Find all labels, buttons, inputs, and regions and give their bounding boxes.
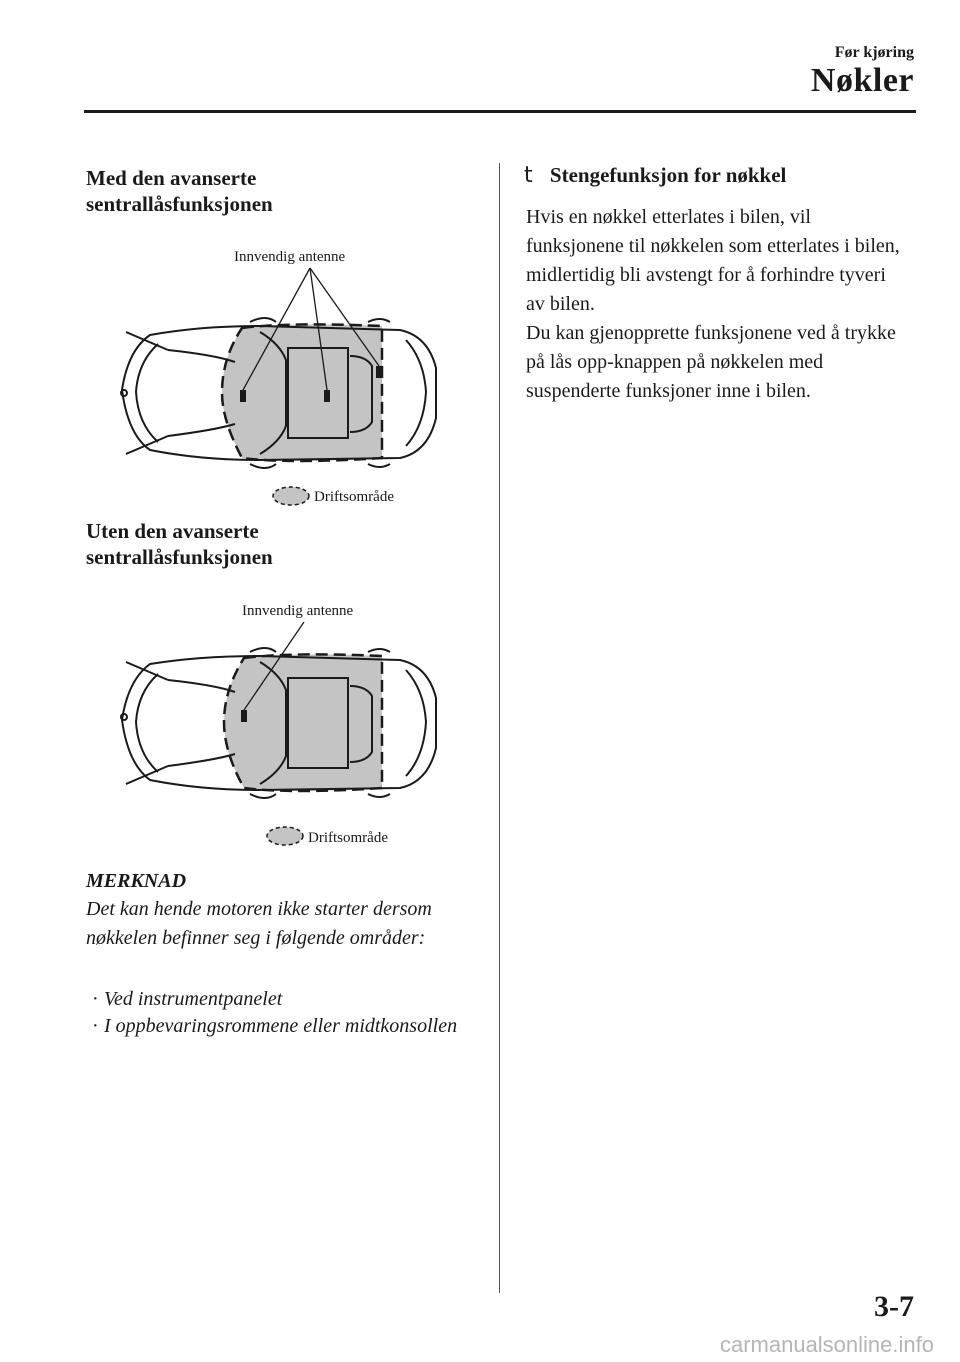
note-bullet <box>92 986 464 1013</box>
note-title: MERKNAD <box>86 870 187 892</box>
antenna-label: Innvendig antenne <box>242 603 354 619</box>
antenna-label: Innvendig antenne <box>234 249 346 265</box>
heading-with-advanced-locking <box>86 165 273 217</box>
car-diagram-without-advanced <box>110 594 450 860</box>
note-bullet <box>92 1013 464 1040</box>
antenna-marker <box>376 366 382 378</box>
key-lockout-paragraph: Hvis en nøkkel etterlates i bilen, vil funksjonene til nøkkelen som etterlates i bilen, midlertidig bli avstengt for å forhindre tyveri av bilen. <box>526 206 900 315</box>
car-diagram-with-advanced <box>110 240 450 520</box>
antenna-marker <box>324 390 330 402</box>
heading-line: sentrallåsfunksjonen <box>86 192 273 216</box>
watermark: carmanualsonline.info <box>719 1332 934 1357</box>
range-label: Driftsområde <box>314 489 394 505</box>
antenna-marker <box>241 710 247 722</box>
column-divider <box>499 163 500 1293</box>
bullet-dot: · <box>92 988 99 1010</box>
legend-swatch <box>267 827 303 845</box>
range-label: Driftsområde <box>308 830 388 846</box>
heading-line: sentrallåsfunksjonen <box>86 545 273 569</box>
key-lockout-heading-text: Stengefunksjon for nøkkel <box>549 163 787 187</box>
bullet-dot: · <box>92 1015 99 1037</box>
note-bullet-text: Ved instrumentpanelet <box>104 988 283 1010</box>
note-bullet-text: I oppbevaringsrommene eller midtkonsollen <box>104 1015 458 1037</box>
section-marker-icon: t <box>524 163 533 188</box>
section-label: Før kjøring <box>834 44 914 61</box>
page-number: 3-7 <box>874 1290 914 1323</box>
heading-line: Uten den avanserte <box>86 519 259 543</box>
antenna-marker <box>240 390 246 402</box>
key-lockout-heading <box>524 163 786 188</box>
page-title: Nøkler <box>810 62 914 99</box>
key-lockout-body <box>526 203 906 406</box>
heading-without-advanced-locking <box>86 518 273 570</box>
operating-range-zone <box>224 654 382 791</box>
heading-line: Med den avanserte <box>86 166 257 190</box>
note-text: Det kan hende motoren ikke starter dersom nøkkelen befinner seg i følgende områder: <box>86 898 432 949</box>
key-lockout-paragraph: Du kan gjenopprette funksjonene ved å trykke på lås opp-knappen på nøkkelen med suspenderte funksjoner inne i bilen. <box>526 322 896 402</box>
legend-swatch <box>273 487 309 505</box>
header-rule <box>84 110 916 113</box>
